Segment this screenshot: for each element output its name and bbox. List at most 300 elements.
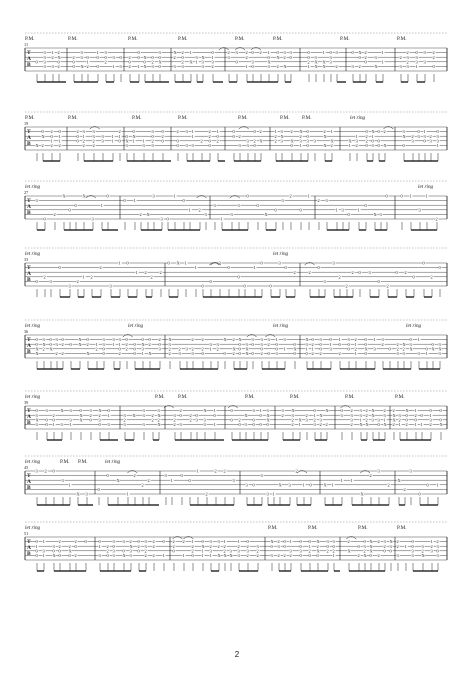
fret-number: 3 — [101, 138, 104, 144]
fret-number: 1 — [425, 351, 428, 356]
fret-number: 3 — [49, 279, 52, 284]
palm-mute-marking: P.M. — [245, 394, 255, 400]
fret-number: X — [405, 408, 409, 414]
palm-mute-marking: P.M. — [397, 525, 407, 531]
fret-number: 3 — [152, 193, 155, 199]
fret-number: 1 — [86, 59, 89, 65]
fret-number: 0 — [158, 64, 161, 69]
fret-number: 3 — [415, 54, 418, 60]
fret-number: X — [57, 54, 61, 60]
fret-number: 0 — [289, 54, 292, 60]
fret-number: 2 — [173, 422, 176, 427]
fret-number: 1 — [322, 50, 325, 56]
fret-number: 3 — [195, 54, 198, 60]
measure-number: 51 — [24, 531, 29, 536]
fret-number: 2 — [58, 143, 61, 148]
tab-clef-letter: B — [27, 277, 31, 283]
fret-number: X — [125, 138, 129, 144]
fret-number: 1 — [107, 412, 110, 418]
fret-number: 0 — [365, 143, 368, 148]
fret-number: 3 — [181, 64, 184, 69]
fret-number: 3 — [340, 412, 343, 418]
fret-number: 1 — [35, 543, 38, 549]
fret-number: 0 — [439, 417, 442, 423]
fret-number: 3 — [266, 408, 269, 414]
fret-number: 2 — [181, 59, 184, 65]
fret-number: 3 — [305, 417, 308, 423]
tab-clef-letter: A — [27, 135, 31, 141]
fret-number: X — [371, 408, 375, 414]
fret-number: 1 — [100, 202, 103, 208]
fret-number: 1 — [340, 477, 343, 483]
fret-number: 0 — [274, 207, 277, 213]
fret-number: 0 — [358, 269, 361, 275]
fret-number: X — [35, 417, 39, 423]
fret-number: 3 — [341, 207, 344, 213]
fret-number: 2 — [176, 129, 179, 135]
fret-number: X — [276, 54, 280, 60]
fret-number: X — [365, 422, 369, 427]
fret-number: X — [293, 346, 297, 352]
fret-number: 2 — [86, 64, 89, 69]
fret-number: X — [223, 553, 227, 558]
fret-number: 3 — [42, 548, 45, 554]
fret-number: 3 — [158, 346, 161, 352]
fret-number: 3 — [211, 59, 214, 65]
fret-number: 0 — [188, 477, 191, 483]
fret-number: 0 — [158, 341, 161, 347]
fret-number: X — [201, 543, 205, 549]
fret-number: X — [157, 412, 161, 418]
fret-number: 3 — [314, 54, 317, 60]
fret-number: 0 — [377, 138, 380, 144]
fret-number: X — [244, 412, 248, 418]
fret-number: 1 — [371, 133, 374, 139]
fret-number: 3 — [436, 133, 439, 139]
fret-number: 0 — [69, 341, 72, 347]
fret-number: X — [201, 54, 205, 60]
fret-number: 2 — [209, 543, 212, 549]
fret-number: 3 — [123, 422, 126, 427]
fret-number: 2 — [351, 269, 354, 275]
fret-number: 3 — [173, 64, 176, 69]
fret-number: 3 — [173, 412, 176, 418]
fret-number: 1 — [289, 539, 292, 545]
fret-number: 3 — [68, 283, 71, 289]
fret-number: 2 — [256, 553, 259, 558]
fret-number: 0 — [405, 417, 408, 423]
fret-number: 1 — [313, 412, 316, 418]
fret-number: X — [168, 337, 172, 343]
fret-number: 2 — [347, 539, 350, 545]
fret-number: 0 — [45, 422, 48, 427]
fret-number: 1 — [404, 543, 407, 549]
fret-number: 2 — [307, 59, 310, 65]
palm-mute-marking: P.M. — [60, 459, 70, 465]
fret-number: 2 — [92, 138, 95, 144]
fret-number: 2 — [151, 417, 154, 423]
fret-number: 0 — [439, 408, 442, 414]
fret-number: 2 — [365, 412, 368, 418]
fret-number: 1 — [417, 337, 420, 343]
fret-number: 1 — [173, 193, 176, 199]
fret-number: X — [316, 548, 320, 554]
fret-number: 2 — [157, 417, 160, 423]
fret-number: 0 — [388, 346, 391, 352]
fret-number: 0 — [104, 54, 107, 60]
fret-number: 2 — [387, 482, 390, 488]
fret-number: X — [35, 143, 39, 148]
fret-number: X — [323, 133, 327, 139]
fret-number: 3 — [359, 408, 362, 414]
fret-number: 0 — [161, 129, 164, 135]
fret-number: 0 — [429, 408, 432, 414]
fret-number: 2 — [106, 548, 109, 554]
fret-number: 3 — [251, 337, 254, 343]
fret-number: 2 — [125, 341, 128, 347]
fret-number: 3 — [299, 138, 302, 144]
fret-number: 3 — [306, 138, 309, 144]
fret-number: 3 — [373, 346, 376, 352]
fret-number: X — [129, 543, 133, 549]
fret-number: 0 — [58, 553, 61, 558]
fret-number: 1 — [50, 138, 53, 144]
fret-number: 3 — [417, 351, 420, 356]
fret-number: X — [409, 346, 413, 352]
fret-number: 2 — [338, 274, 341, 280]
fret-number: 2 — [432, 50, 435, 56]
fret-number: 3 — [350, 412, 353, 418]
fret-number: 3 — [299, 548, 302, 554]
fret-number: 0 — [158, 54, 161, 60]
fret-number: X — [232, 346, 236, 352]
fret-number: 0 — [148, 337, 151, 343]
fret-number: 0 — [293, 341, 296, 347]
fret-number: 0 — [227, 265, 230, 271]
fret-number: 3 — [91, 216, 94, 222]
fret-number: 3 — [104, 50, 107, 56]
fret-number: 3 — [371, 417, 374, 423]
fret-number: 2 — [125, 346, 128, 352]
fret-number: X — [78, 341, 82, 347]
palm-mute-marking: P.M. — [273, 36, 283, 42]
tab-clef-letter: A — [27, 343, 31, 349]
fret-number: 1 — [142, 138, 145, 144]
fret-number: 1 — [132, 138, 135, 144]
fret-number: 0 — [316, 553, 319, 558]
fret-number: 0 — [118, 138, 121, 144]
fret-number: 3 — [237, 202, 240, 208]
fret-number: 0 — [143, 59, 146, 65]
fret-number: 0 — [128, 59, 131, 65]
fret-number: 0 — [106, 473, 109, 479]
fret-number: X — [238, 337, 242, 343]
fret-number: 1 — [216, 129, 219, 135]
fret-number: 1 — [126, 491, 129, 497]
fret-number: 0 — [49, 341, 52, 347]
fret-number: 0 — [405, 412, 408, 418]
fret-number: 2 — [158, 337, 161, 343]
fret-number: 3 — [246, 548, 249, 554]
fret-number: 0 — [260, 260, 263, 266]
fret-number: 0 — [232, 133, 235, 139]
let-ring-marking: let ring — [418, 184, 434, 190]
fret-number: X — [283, 64, 287, 69]
fret-number: X — [116, 477, 120, 483]
fret-number: X — [86, 351, 90, 356]
fret-number: 3 — [191, 351, 194, 356]
fret-number: 2 — [211, 64, 214, 69]
fret-number: 3 — [374, 54, 377, 60]
fret-number: 3 — [291, 412, 294, 418]
fret-number: 3 — [35, 198, 38, 204]
fret-number: 2 — [399, 54, 402, 60]
fret-number: 0 — [340, 408, 343, 414]
fret-number: 3 — [237, 548, 240, 554]
fret-number: 2 — [74, 553, 77, 558]
fret-number: 0 — [223, 351, 226, 356]
tab-clef-letter: A — [27, 204, 31, 210]
fret-number: 1 — [348, 143, 351, 148]
fret-number: 1 — [415, 64, 418, 69]
fret-number: 0 — [182, 198, 185, 204]
fret-number: 2 — [137, 543, 140, 549]
fret-number: X — [421, 553, 425, 558]
fret-number: 1 — [423, 129, 426, 135]
fret-number: 2 — [436, 539, 439, 545]
fret-number: X — [371, 412, 375, 418]
let-ring-marking: let ring — [273, 251, 289, 257]
fret-number: 1 — [425, 193, 428, 199]
fret-number: 3 — [203, 422, 206, 427]
fret-number: 2 — [90, 274, 93, 280]
fret-number: X — [132, 412, 136, 418]
fret-number: 0 — [167, 260, 170, 266]
tab-clef-letter: A — [27, 271, 31, 277]
fret-number: 0 — [299, 207, 302, 213]
fret-number: 2 — [128, 64, 131, 69]
fret-number: 1 — [182, 553, 185, 558]
fret-number: 2 — [403, 487, 406, 492]
fret-number: 0 — [395, 269, 398, 275]
fret-number: 2 — [208, 133, 211, 139]
fret-number: 3 — [195, 417, 198, 423]
fret-number: X — [264, 212, 268, 217]
fret-number: 3 — [122, 539, 125, 545]
fret-number: 2 — [141, 482, 144, 488]
fret-number: 0 — [246, 539, 249, 545]
fret-number: 0 — [377, 129, 380, 135]
fret-number: X — [358, 50, 362, 56]
fret-number: 1 — [211, 54, 214, 60]
fret-number: 3 — [406, 54, 409, 60]
fret-number: 3 — [158, 50, 161, 56]
fret-number: 2 — [345, 283, 348, 289]
fret-number: 3 — [85, 491, 88, 497]
fret-number: 1 — [191, 129, 194, 135]
fret-number: 2 — [381, 341, 384, 347]
fret-number: 0 — [283, 539, 286, 545]
fret-number: 3 — [329, 59, 332, 65]
fret-number: 1 — [330, 129, 333, 135]
fret-number: 3 — [229, 548, 232, 554]
fret-number: 0 — [338, 341, 341, 347]
fret-number: 1 — [338, 337, 341, 343]
fret-number: 0 — [259, 422, 262, 427]
fret-number: 1 — [201, 548, 204, 554]
fret-number: 3 — [383, 539, 386, 545]
fret-number: 2 — [50, 143, 53, 148]
fret-number: 2 — [396, 543, 399, 549]
fret-number: 1 — [331, 482, 334, 488]
fret-number: X — [298, 417, 302, 423]
fret-number: 2 — [277, 539, 280, 545]
fret-number: 3 — [109, 283, 112, 289]
fret-number: 2 — [57, 64, 60, 69]
fret-number: 3 — [313, 422, 316, 427]
fret-number: 3 — [89, 408, 92, 414]
fret-number: X — [314, 59, 318, 65]
fret-number: X — [383, 422, 387, 427]
fret-number: 2 — [246, 553, 249, 558]
fret-number: 0 — [86, 337, 89, 343]
fret-number: 2 — [276, 64, 279, 69]
fret-number: 0 — [172, 548, 175, 554]
fret-number: X — [389, 539, 393, 545]
fret-number: 3 — [238, 143, 241, 148]
fret-number: 0 — [98, 422, 101, 427]
fret-number: 3 — [237, 553, 240, 558]
fret-number: 3 — [399, 64, 402, 69]
fret-number: 0 — [35, 539, 38, 545]
fret-number: 1 — [414, 408, 417, 414]
fret-number: 2 — [104, 59, 107, 65]
fret-number: 0 — [364, 351, 367, 356]
fret-number: 0 — [162, 539, 165, 545]
fret-number: 0 — [35, 548, 38, 554]
fret-number: 3 — [266, 491, 269, 497]
fret-number: 3 — [209, 548, 212, 554]
fret-number: 2 — [246, 543, 249, 549]
fret-number: X — [291, 408, 295, 414]
fret-number: X — [364, 346, 368, 352]
fret-number: 1 — [299, 143, 302, 148]
fret-number: 0 — [176, 138, 179, 144]
tab-clef-letter: A — [27, 56, 31, 62]
fret-number: 0 — [377, 279, 380, 284]
tab-clef-letter: T — [27, 539, 31, 545]
fret-number: 1 — [308, 543, 311, 549]
fret-number: 0 — [269, 283, 272, 289]
fret-number: X — [68, 548, 72, 554]
fret-number: 0 — [284, 265, 287, 271]
fret-number: 3 — [92, 129, 95, 135]
fret-number: 0 — [166, 216, 169, 222]
fret-number: 3 — [55, 337, 58, 343]
fret-number: 2 — [429, 422, 432, 427]
fret-number: 1 — [354, 351, 357, 356]
tab-clef-letter: B — [27, 551, 31, 557]
fret-number: 3 — [92, 133, 95, 139]
fret-number: 1 — [298, 422, 301, 427]
fret-number: 2 — [238, 133, 241, 139]
fret-number: 3 — [201, 59, 204, 65]
fret-number: 0 — [377, 143, 380, 148]
fret-number: 0 — [43, 216, 46, 222]
fret-number: 2 — [129, 539, 132, 545]
fret-number: 3 — [436, 543, 439, 549]
palm-mute-marking: P.M. — [345, 394, 355, 400]
fret-number: 0 — [230, 417, 233, 423]
fret-number: 0 — [238, 341, 241, 347]
fret-number: 0 — [313, 408, 316, 414]
measure-number: 36 — [24, 329, 29, 334]
fret-number: 3 — [281, 198, 284, 204]
fret-number: 0 — [306, 129, 309, 135]
fret-number: 3 — [421, 543, 424, 549]
fret-number: 1 — [355, 133, 358, 139]
fret-number: 3 — [45, 408, 48, 414]
fret-number: 2 — [144, 548, 147, 554]
fret-number: 3 — [260, 337, 263, 343]
fret-number: 2 — [430, 543, 433, 549]
fret-number: 0 — [357, 543, 360, 549]
let-ring-marking: let ring — [273, 323, 289, 329]
fret-number: 3 — [216, 341, 219, 347]
fret-number: 2 — [283, 54, 286, 60]
fret-number: 3 — [142, 408, 145, 414]
fret-number: X — [314, 64, 318, 69]
fret-number: 1 — [335, 207, 338, 213]
fret-number: 1 — [118, 260, 121, 266]
fret-number: 2 — [267, 341, 270, 347]
fret-number: 1 — [184, 260, 187, 266]
fret-number: 2 — [332, 548, 335, 554]
fret-number: 3 — [423, 59, 426, 65]
fret-number: 2 — [256, 548, 259, 554]
fret-number: 3 — [278, 260, 281, 266]
fret-number: 2 — [99, 265, 102, 271]
tab-clef-letter: T — [27, 473, 31, 479]
palm-mute-marking: P.M. — [155, 394, 165, 400]
fret-number: 1 — [195, 59, 198, 65]
fret-number: 2 — [308, 269, 311, 275]
fret-number: 0 — [329, 337, 332, 343]
fret-number: 0 — [251, 50, 254, 56]
tab-clef-letter: B — [27, 141, 31, 147]
fret-number: 3 — [185, 346, 188, 352]
fret-number: 2 — [159, 269, 162, 275]
fret-number: 0 — [35, 553, 38, 558]
fret-number: 0 — [417, 129, 420, 135]
fret-number: 3 — [125, 143, 128, 148]
fret-number: 3 — [275, 351, 278, 356]
fret-number: 2 — [386, 283, 389, 289]
fret-number: 2 — [72, 54, 75, 60]
fret-number: X — [132, 133, 136, 139]
fret-number: 2 — [181, 50, 184, 56]
measure-number: 45 — [24, 465, 29, 470]
palm-mute-marking: P.M. — [397, 36, 407, 42]
fret-number: 2 — [396, 346, 399, 352]
fret-number: 3 — [160, 216, 163, 222]
fret-number: 2 — [152, 543, 155, 549]
fret-number: 3 — [409, 341, 412, 347]
fret-number: 0 — [351, 50, 354, 56]
fret-number: 3 — [260, 473, 263, 479]
fret-number: 2 — [182, 539, 185, 545]
fret-number: 2 — [214, 468, 217, 474]
